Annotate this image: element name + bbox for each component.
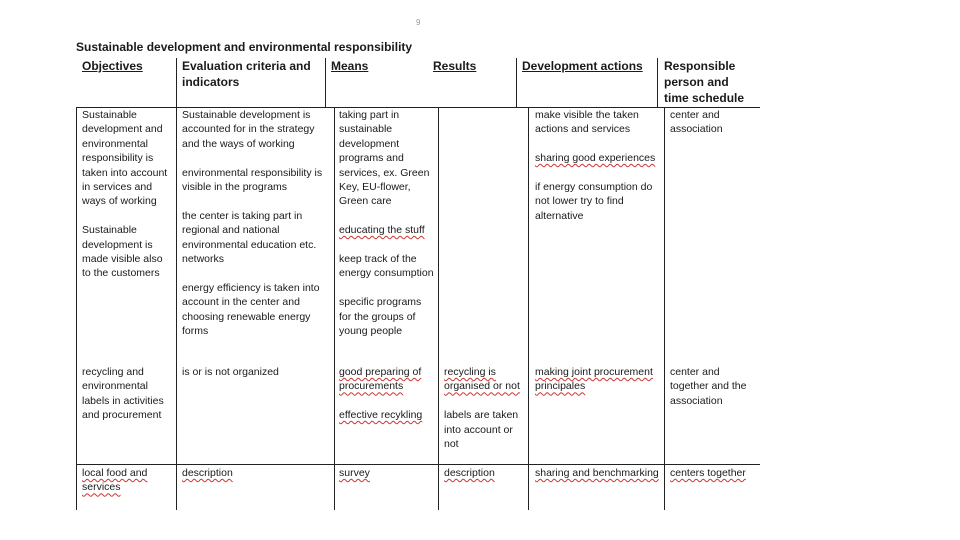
row1-action-c: if energy consumption do not lower try to find alternative: [535, 181, 653, 222]
col-line-3: [438, 107, 439, 510]
row1-criteria-c: the center is taking part in regional and national environmental education etc. networks: [182, 209, 317, 266]
header-divider-1: [176, 58, 177, 108]
header-divider-4: [657, 58, 658, 108]
row3-criteria: [182, 466, 330, 480]
row3-objectives: [82, 466, 172, 495]
header-criteria-line2: indicators: [182, 75, 240, 89]
header-objectives: Objectives: [82, 59, 143, 73]
row2-responsible: [670, 365, 756, 408]
row2-objective: recycling and environmental labels in activities and procurement: [82, 366, 164, 422]
header-results: Results: [433, 59, 477, 73]
row1-criteria-d: energy efficiency is taken into account in the center and choosing renewable energy forms: [182, 281, 320, 338]
row1-objective-b: Sustainable development is made visible also to the customers: [82, 224, 163, 280]
col-line-2: [334, 107, 335, 510]
row3-rule: [76, 464, 760, 465]
row3-results: [444, 466, 526, 480]
row2-result-a: recycling is organised or not: [444, 366, 520, 393]
header-criteria-line1: Evaluation criteria and: [182, 59, 311, 73]
row1-objective-a: Sustainable development and environmental responsibility is taken into account in services and ways of working: [82, 109, 168, 208]
row2-action: making joint procurement principales: [535, 366, 653, 393]
row3-responsible-text: centers together: [670, 467, 746, 479]
col-line-left: [76, 107, 77, 510]
row1-criteria-a: Sustainable development is accounted for in the strategy and the ways of working: [182, 109, 315, 150]
row2-objectives: [82, 365, 172, 423]
row2-responsible-text: center and together and the association: [670, 366, 747, 407]
row1-means-d: specific programs for the groups of young people: [339, 296, 422, 338]
row1-responsible-text: center and association: [670, 109, 723, 136]
row3-means-text: survey: [339, 467, 370, 479]
header-development-actions: Development actions: [522, 59, 643, 73]
header-means: Means: [331, 59, 369, 73]
header-responsible: [664, 58, 744, 106]
row3-actions: [535, 466, 663, 480]
header-responsible-line3: time schedule: [664, 91, 745, 105]
row1-responsible: [670, 108, 756, 137]
row1-action-a: make visible the taken actions and services: [535, 109, 639, 136]
row3-means: [339, 466, 435, 480]
row1-means-b: educating the stuff: [339, 224, 425, 237]
row1-action-b: sharing good experiences: [535, 152, 656, 165]
row3-action: sharing and benchmarking: [535, 467, 659, 479]
col-line-1: [176, 107, 177, 510]
header-divider-2: [325, 58, 326, 108]
row3-result: description: [444, 467, 495, 479]
row3-objective: local food and services: [82, 467, 148, 494]
row2-means-a: good preparing of procurements: [339, 366, 422, 393]
row2-means: [339, 365, 435, 423]
header-responsible-line2: person and: [664, 75, 729, 89]
header-divider-3: [516, 58, 517, 108]
row2-result-b: labels are taken into account or not: [444, 409, 519, 451]
row1-means-a: taking part in sustainable development programs and services, ex. Green Key, EU-flower, Green care: [339, 109, 430, 208]
row1-means: [339, 108, 435, 338]
row1-criteria-b: environmental responsibility is visible in the programs: [182, 166, 323, 194]
header-responsible-line1: Responsible: [664, 59, 736, 73]
row2-criteria-text: is or is not organized: [182, 366, 279, 378]
row1-means-c: keep track of the energy consumption: [339, 253, 434, 280]
row1-objectives: [82, 108, 172, 281]
header-criteria: [182, 58, 311, 90]
page-marker: 9: [416, 18, 421, 27]
row2-means-b: effective recykling: [339, 409, 423, 422]
page-title: Sustainable development and environmental responsibility: [76, 40, 413, 54]
row2-criteria: [182, 365, 330, 379]
row2-results: [444, 365, 526, 451]
row3-responsible: [670, 466, 756, 480]
col-line-4: [528, 107, 529, 510]
row2-actions: [535, 365, 663, 394]
row1-actions: [535, 108, 663, 223]
row3-criteria-text: description: [182, 467, 233, 479]
col-line-5: [664, 107, 665, 510]
row1-criteria: [182, 108, 330, 338]
